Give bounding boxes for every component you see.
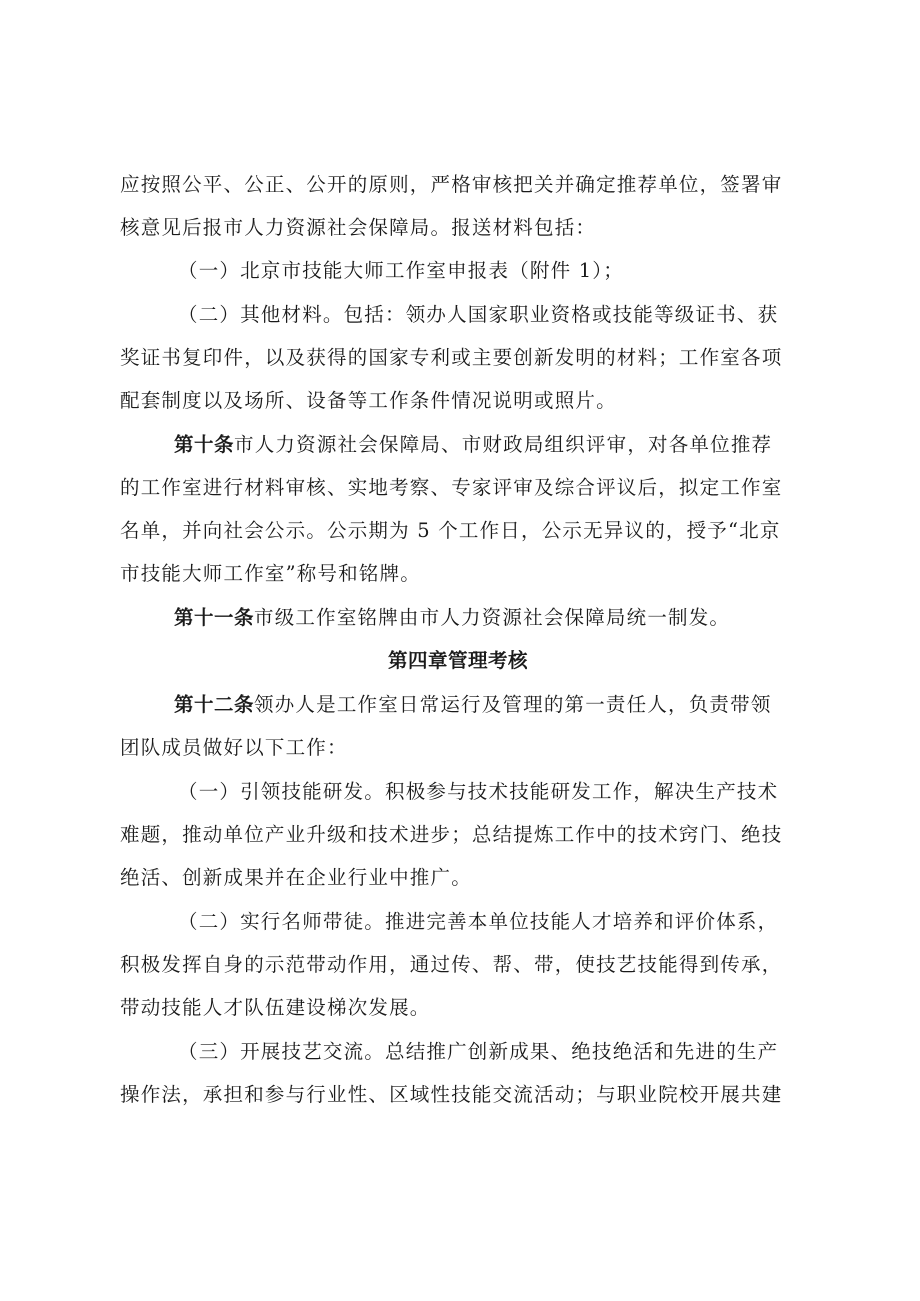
paragraph-line: 核意见后报市人力资源社会保障局。报送材料包括：	[120, 216, 597, 239]
paragraph-line: 市技能大师工作室”称号和铭牌。	[120, 562, 421, 585]
paragraph-line: 操作法，承担和参与行业性、区域性技能交流活动；与职业院校开展共建	[120, 1083, 783, 1106]
paragraph-line: 带动技能人才队伍建设梯次发展。	[120, 996, 431, 1019]
article-11-text: 市级工作室铭牌由市人力资源社会保障局统一制发。	[254, 606, 731, 629]
paragraph-line: 奖证书复印件，以及获得的国家专利或主要创新发明的材料；工作室各项	[120, 346, 783, 369]
paragraph-line: 难题，推动单位产业升级和技术进步；总结提炼工作中的技术窍门、绝技	[120, 823, 783, 846]
article-11-line	[174, 608, 730, 628]
list-item-line: （一）北京市技能大师工作室申报表（附件 1）；	[178, 259, 624, 282]
paragraph-line: 积极发挥自身的示范带动作用，通过传、帮、带，使技艺技能得到传承，	[120, 953, 783, 976]
article-10-text: 市人力资源社会保障局、市财政局组织评审，对各单位推荐	[234, 433, 773, 456]
article-12-line	[174, 695, 772, 715]
list-item-line: （二）其他材料。包括：领办人国家职业资格或技能等级证书、获	[178, 303, 779, 326]
paragraph-line: 团队成员做好以下工作：	[120, 736, 348, 759]
paragraph-line: 配套制度以及场所、设备等工作条件情况说明或照片。	[120, 389, 617, 412]
article-12-label: 第十二条	[174, 693, 255, 716]
article-10-line	[174, 435, 772, 455]
paragraph-line: 应按照公平、公正、公开的原则，严格审核把关并确定推荐单位，签署审	[120, 173, 783, 196]
paragraph-line: 的工作室进行材料审核、实地考察、专家评审及综合评议后，拟定工作室	[120, 476, 783, 499]
paragraph-line: 绝活、创新成果并在企业行业中推广。	[120, 866, 472, 889]
chapter-title: 第四章管理考核	[388, 649, 529, 672]
list-item-line: （三）开展技艺交流。总结推广创新成果、绝技绝活和先进的生产	[178, 1040, 779, 1063]
article-10-label: 第十条	[174, 433, 235, 456]
article-12-text: 领办人是工作室日常运行及管理的第一责任人，负责带领	[254, 693, 772, 716]
article-11-label: 第十一条	[174, 606, 255, 629]
list-item-line: （一）引领技能研发。积极参与技术技能研发工作，解决生产技术	[178, 780, 779, 803]
paragraph-line: 名单，并向社会公示。公示期为 5 个工作日，公示无异议的，授予“北京	[120, 519, 781, 542]
list-item-line: （二）实行名师带徒。推进完善本单位技能人才培养和评价体系，	[178, 910, 779, 933]
